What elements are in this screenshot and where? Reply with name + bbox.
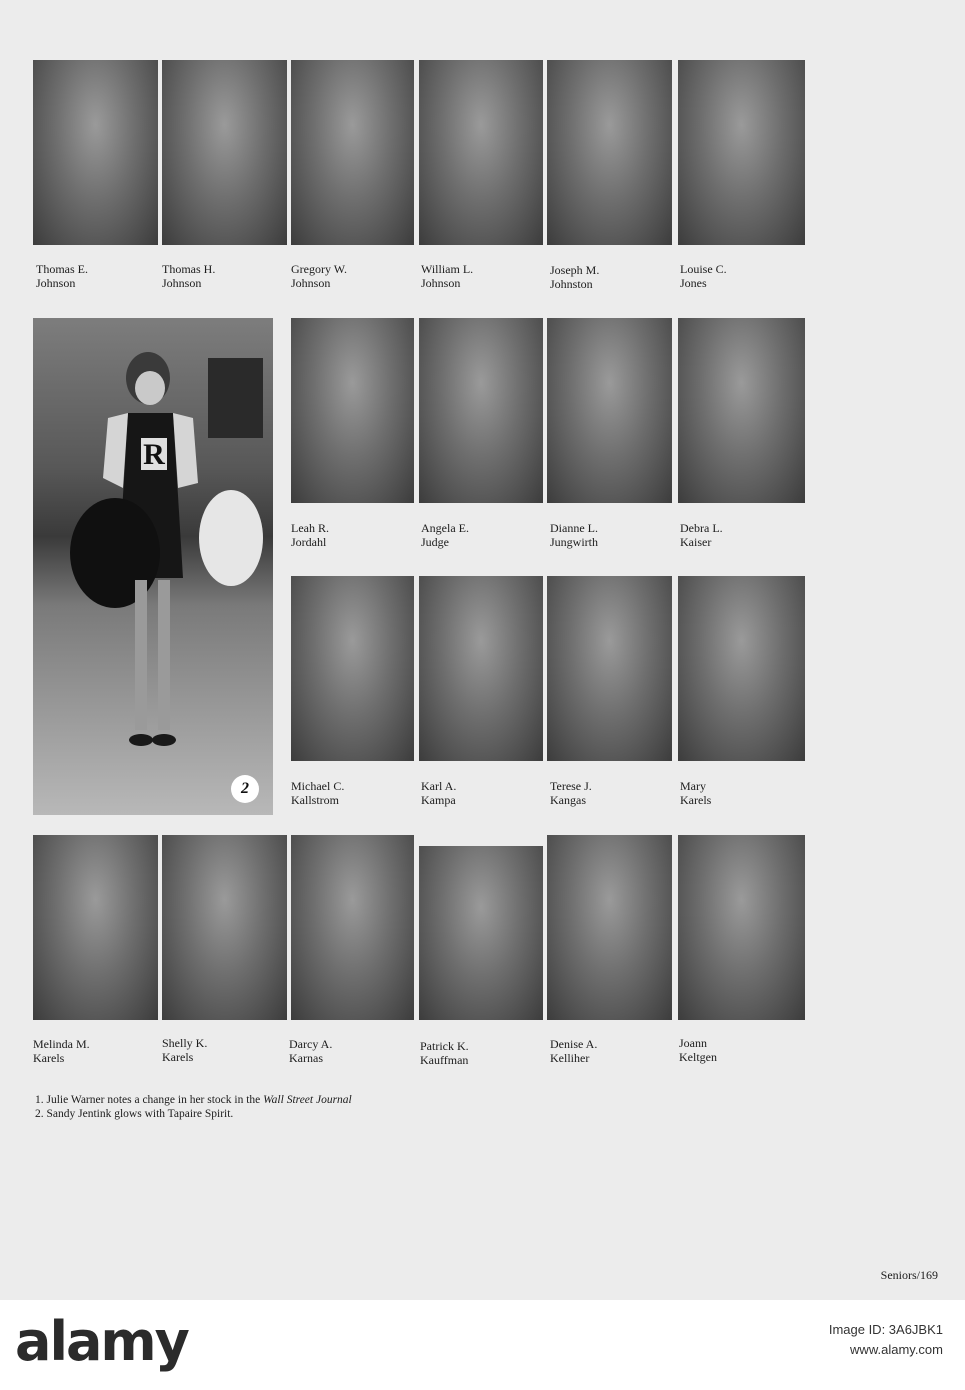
student-name: Mary Karels: [680, 779, 712, 807]
portrait-photo: [419, 60, 543, 245]
portrait-photo: [291, 60, 414, 245]
student-name: Debra L. Kaiser: [680, 521, 723, 549]
photo-number-badge: 2: [231, 775, 259, 803]
portrait-photo: [291, 835, 414, 1020]
student-name: Terese J. Kangas: [550, 779, 592, 807]
image-id-text: Image ID: 3A6JBK1: [828, 1322, 943, 1337]
portrait-photo: [547, 835, 672, 1020]
student-name: Darcy A. Karnas: [289, 1037, 333, 1065]
portrait-photo: [678, 835, 805, 1020]
portrait-photo: [419, 846, 543, 1020]
watermark-meta: [743, 1320, 943, 1360]
site-url-text: www.alamy.com: [850, 1342, 943, 1357]
jersey-letter: R: [143, 438, 165, 471]
student-name: Leah R. Jordahl: [291, 521, 329, 549]
student-name: Melinda M. Karels: [33, 1037, 90, 1065]
student-name: Louise C. Jones: [680, 262, 727, 290]
portrait-photo: [291, 576, 414, 761]
portrait-photo: [547, 318, 672, 503]
student-name: Joseph M. Johnston: [550, 263, 600, 291]
portrait-photo: [678, 576, 805, 761]
portrait-photo: [678, 60, 805, 245]
portrait-photo: [291, 318, 414, 503]
portrait-photo: [419, 576, 543, 761]
student-name: Shelly K. Karels: [162, 1036, 208, 1064]
student-name: Denise A. Kelliher: [550, 1037, 598, 1065]
portrait-photo: [547, 60, 672, 245]
feature-photo-cheerleader: [33, 318, 273, 815]
portrait-photo: [547, 576, 672, 761]
page-folio: Seniors/169: [880, 1268, 938, 1282]
portrait-photo: [162, 60, 287, 245]
student-name: Michael C. Kallstrom: [291, 779, 345, 807]
photo-captions: [35, 1093, 352, 1121]
student-name: Thomas H. Johnson: [162, 262, 216, 290]
watermark-logo: alamy: [15, 1310, 188, 1373]
student-name: Patrick K. Kauffman: [420, 1039, 469, 1067]
portrait-photo: [33, 60, 158, 245]
portrait-photo: [162, 835, 287, 1020]
portrait-photo: [33, 835, 158, 1020]
student-name: Angela E. Judge: [421, 521, 469, 549]
student-name: Dianne L. Jungwirth: [550, 521, 598, 549]
student-name: Joann Keltgen: [679, 1036, 717, 1064]
student-name: Thomas E. Johnson: [36, 262, 88, 290]
student-name: Karl A. Kampa: [421, 779, 457, 807]
portrait-photo: [419, 318, 543, 503]
caption-line: 2. Sandy Jentink glows with Tapaire Spirit.: [35, 1108, 234, 1120]
student-name: Gregory W. Johnson: [291, 262, 347, 290]
portrait-photo: [678, 318, 805, 503]
caption-line: 1. Julie Warner notes a change in her stock in the Wall Street Journal: [35, 1094, 352, 1106]
student-name: William L. Johnson: [421, 262, 474, 290]
